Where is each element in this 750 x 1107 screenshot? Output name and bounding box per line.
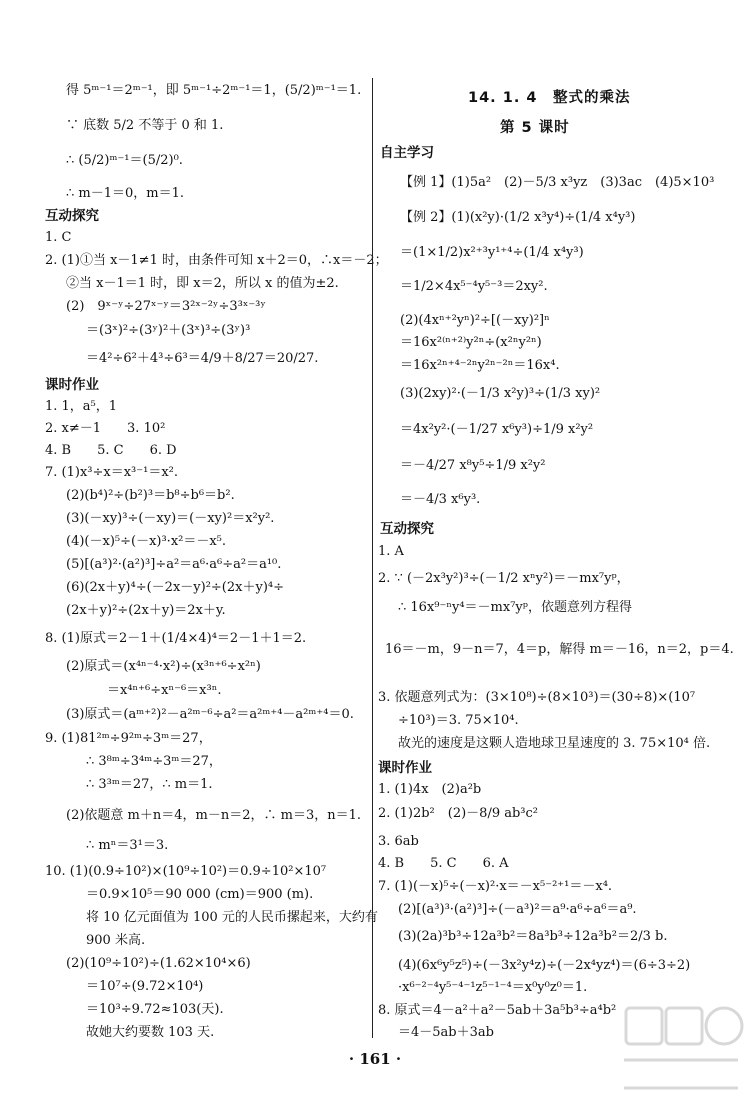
section-heading: 自主学习 [380, 145, 434, 161]
text-line: (2) 9ˣ⁻ʸ÷27ˣ⁻ʸ＝3²ˣ⁻²ʸ÷3³ˣ⁻³ʸ [66, 299, 266, 314]
text-line: (2x＋y)²÷(2x＋y)＝2x＋y. [66, 603, 226, 618]
text-line: ÷10³)＝3. 75×10⁴. [398, 713, 519, 728]
text-line: ∴ mⁿ＝3¹＝3. [86, 838, 169, 853]
text-line: ∴ (5/2)ᵐ⁻¹＝(5/2)⁰. [66, 153, 183, 168]
text-line: 1. (1)4x (2)a²b [378, 782, 482, 797]
text-line: (3)原式＝(aᵐ⁺²)²－a²ᵐ⁻⁶÷a²＝a²ᵐ⁺⁴－a²ᵐ⁺⁴＝0. [66, 707, 354, 722]
column-divider [372, 78, 373, 1038]
lesson-title: 第 5 课时 [500, 120, 570, 136]
section-heading: 课时作业 [378, 760, 432, 776]
text-line: (2)原式＝(x⁴ⁿ⁻⁴·x²)÷(x³ⁿ⁺⁶÷x²ⁿ) [66, 659, 261, 674]
text-line: 16＝－m，9－n＝7，4＝p，解得 m＝－16，n＝2，p＝4. [385, 642, 734, 657]
text-line: ＝1/2×4x⁵⁻⁴y⁵⁻³＝2xy². [400, 279, 548, 294]
text-line: 【例 1】(1)5a² (2)－5/3 x³yz (3)3ac (4)5×10³ [400, 175, 715, 190]
text-line: 故光的速度是这颗人造地球卫星速度的 3. 75×10⁴ 倍. [398, 736, 711, 751]
text-line: (6)(2x＋y)⁴÷(－2x－y)²÷(2x＋y)⁴÷ [66, 580, 284, 595]
watermark-logo [616, 1000, 746, 1098]
text-line: ＝4－5ab＋3ab [398, 1025, 494, 1040]
text-line: 3. 6ab [378, 834, 419, 849]
text-line: ②当 x－1＝1 时，即 x＝2，所以 x 的值为±2. [66, 276, 339, 291]
text-line: 7. (1)x³÷x＝x³⁻¹＝x². [45, 465, 179, 480]
text-line: (4)(6x⁶y⁵z⁵)÷(－3x²y⁴z)÷(－2x⁴yz⁴)＝(6÷3÷2) [398, 958, 691, 973]
text-line: (2)(b⁴)²÷(b²)³＝b⁸÷b⁶＝b². [66, 488, 235, 503]
text-line: 1. 1，a⁵，1 [45, 399, 118, 414]
text-line: ＝16x²⁽ⁿ⁺²⁾y²ⁿ÷(x²ⁿy²ⁿ) [400, 335, 542, 350]
text-line: ＝4²÷6²＋4³÷6³＝4/9＋8/27＝20/27. [86, 351, 319, 366]
text-line: 4. B 5. C 6. A [378, 856, 509, 871]
text-line: (5)[(a³)²·(a²)³]÷a²＝a⁶·a⁶÷a²＝a¹⁰. [66, 557, 282, 572]
text-line: 2. (1)2b² (2)－8/9 ab³c² [378, 806, 538, 821]
text-line: ＝(3ˣ)²÷(3ʸ)²＋(3ˣ)³÷(3ʸ)³ [86, 323, 251, 338]
text-line: 4. B 5. C 6. D [45, 443, 177, 458]
section-title: 14. 1. 4 整式的乘法 [468, 90, 631, 106]
text-line: (4)(－x)⁵÷(－x)³·x²＝－x⁵. [66, 534, 227, 549]
text-line: ＝10⁷÷(9.72×10⁴) [86, 979, 204, 994]
text-line: 1. A [378, 544, 404, 559]
text-line: ＝－4/3 x⁶y³. [400, 492, 481, 507]
text-line: (2)(4xⁿ⁺²yⁿ)²÷[(－xy)²]ⁿ [400, 313, 550, 328]
text-line: 故她大约要数 103 天. [86, 1025, 215, 1040]
text-line: ∵ 底数 5/2 不等于 0 和 1. [66, 118, 224, 133]
text-line: ＝x⁴ⁿ⁺⁶÷xⁿ⁻⁶＝x³ⁿ. [107, 683, 222, 698]
text-line: ·x⁶⁻²⁻⁴y⁵⁻⁴⁻¹z⁵⁻¹⁻⁴＝x⁰y⁰z⁰＝1. [398, 980, 588, 995]
text-line: 【例 2】(1)(x²y)·(1/2 x³y⁴)÷(1/4 x⁴y³) [400, 210, 636, 225]
text-line: (3)(2a)³b³÷12a³b²＝8a³b³÷12a³b²＝2/3 b. [398, 929, 668, 944]
text-line: (2)依题意 m＋n＝4，m－n＝2，∴ m＝3，n＝1. [66, 808, 361, 823]
text-line: 8. (1)原式＝2－1＋(1/4×4)⁴＝2－1＋1＝2. [45, 631, 307, 646]
text-line: 2. ∵ (－2x³y²)³÷(－1/2 xⁿy²)＝－mx⁷yᵖ， [378, 571, 630, 586]
text-line: ∴ 3⁸ᵐ÷3⁴ᵐ÷3ᵐ＝27， [86, 754, 222, 769]
text-line: 10. (1)(0.9÷10²)×(10⁹÷10²)＝0.9÷10²×10⁷ [45, 864, 327, 879]
text-line: 将 10 亿元面值为 100 元的人民币摞起来，大约有 [86, 910, 378, 925]
text-line: ＝10³÷9.72≈103(天). [86, 1002, 224, 1017]
text-line: 7. (1)(－x)⁵÷(－x)²·x＝－x⁵⁻²⁺¹＝－x⁴. [378, 879, 613, 894]
text-line: 900 米高. [86, 933, 146, 948]
text-line: 2. x≠－1 3. 10² [45, 421, 166, 436]
text-line: (2)(10⁹÷10²)÷(1.62×10⁴×6) [66, 956, 251, 971]
text-line: 9. (1)81²ᵐ÷9²ᵐ÷3ᵐ＝27， [45, 731, 212, 746]
text-line: 8. 原式＝4－a²＋a²－5ab＋3a⁵b³÷a⁴b² [378, 1003, 617, 1018]
text-line: (2)[(a³)³·(a²)³]÷(－a³)²＝a⁹·a⁶÷a⁶＝a⁹. [398, 902, 637, 917]
text-line: ∴ m－1＝0，m＝1. [66, 186, 185, 201]
section-heading: 互动探究 [380, 521, 434, 537]
text-line: ＝4x²y²·(－1/27 x⁶y³)÷1/9 x²y² [400, 422, 594, 437]
text-line: ∴ 3³ᵐ＝27，∴ m＝1. [86, 777, 213, 792]
text-line: 1. C [45, 230, 72, 245]
text-line: ＝－4/27 x⁸y⁵÷1/9 x²y² [400, 458, 546, 473]
text-line: ＝0.9×10⁵＝90 000 (cm)＝900 (m). [86, 887, 314, 902]
text-line: 3. 依题意列式为：(3×10⁸)÷(8×10³)＝(30÷8)×(10⁷ [378, 690, 696, 705]
text-line: ＝(1×1/2)x²⁺³y¹⁺⁴÷(1/4 x⁴y³) [400, 245, 584, 260]
text-line: ∴ 16x⁹⁻ⁿy⁴＝－mx⁷yᵖ，依题意列方程得 [398, 600, 632, 615]
page-number: · 161 · [348, 1050, 402, 1068]
section-heading: 互动探究 [45, 208, 99, 224]
section-heading: 课时作业 [45, 377, 99, 393]
text-line: ＝16x²ⁿ⁺⁴⁻²ⁿy²ⁿ⁻²ⁿ＝16x⁴. [400, 358, 560, 373]
text-line: (3)(－xy)³÷(－xy)＝(－xy)²＝x²y². [66, 511, 275, 526]
text-line: (3)(2xy)²·(－1/3 x²y)³÷(1/3 xy)² [400, 386, 601, 401]
text-line: 得 5ᵐ⁻¹＝2ᵐ⁻¹，即 5ᵐ⁻¹÷2ᵐ⁻¹＝1，(5/2)ᵐ⁻¹＝1. [66, 83, 362, 98]
text-line: 2. (1)①当 x－1≠1 时，由条件可知 x＋2＝0，∴x＝－2； [45, 253, 388, 268]
